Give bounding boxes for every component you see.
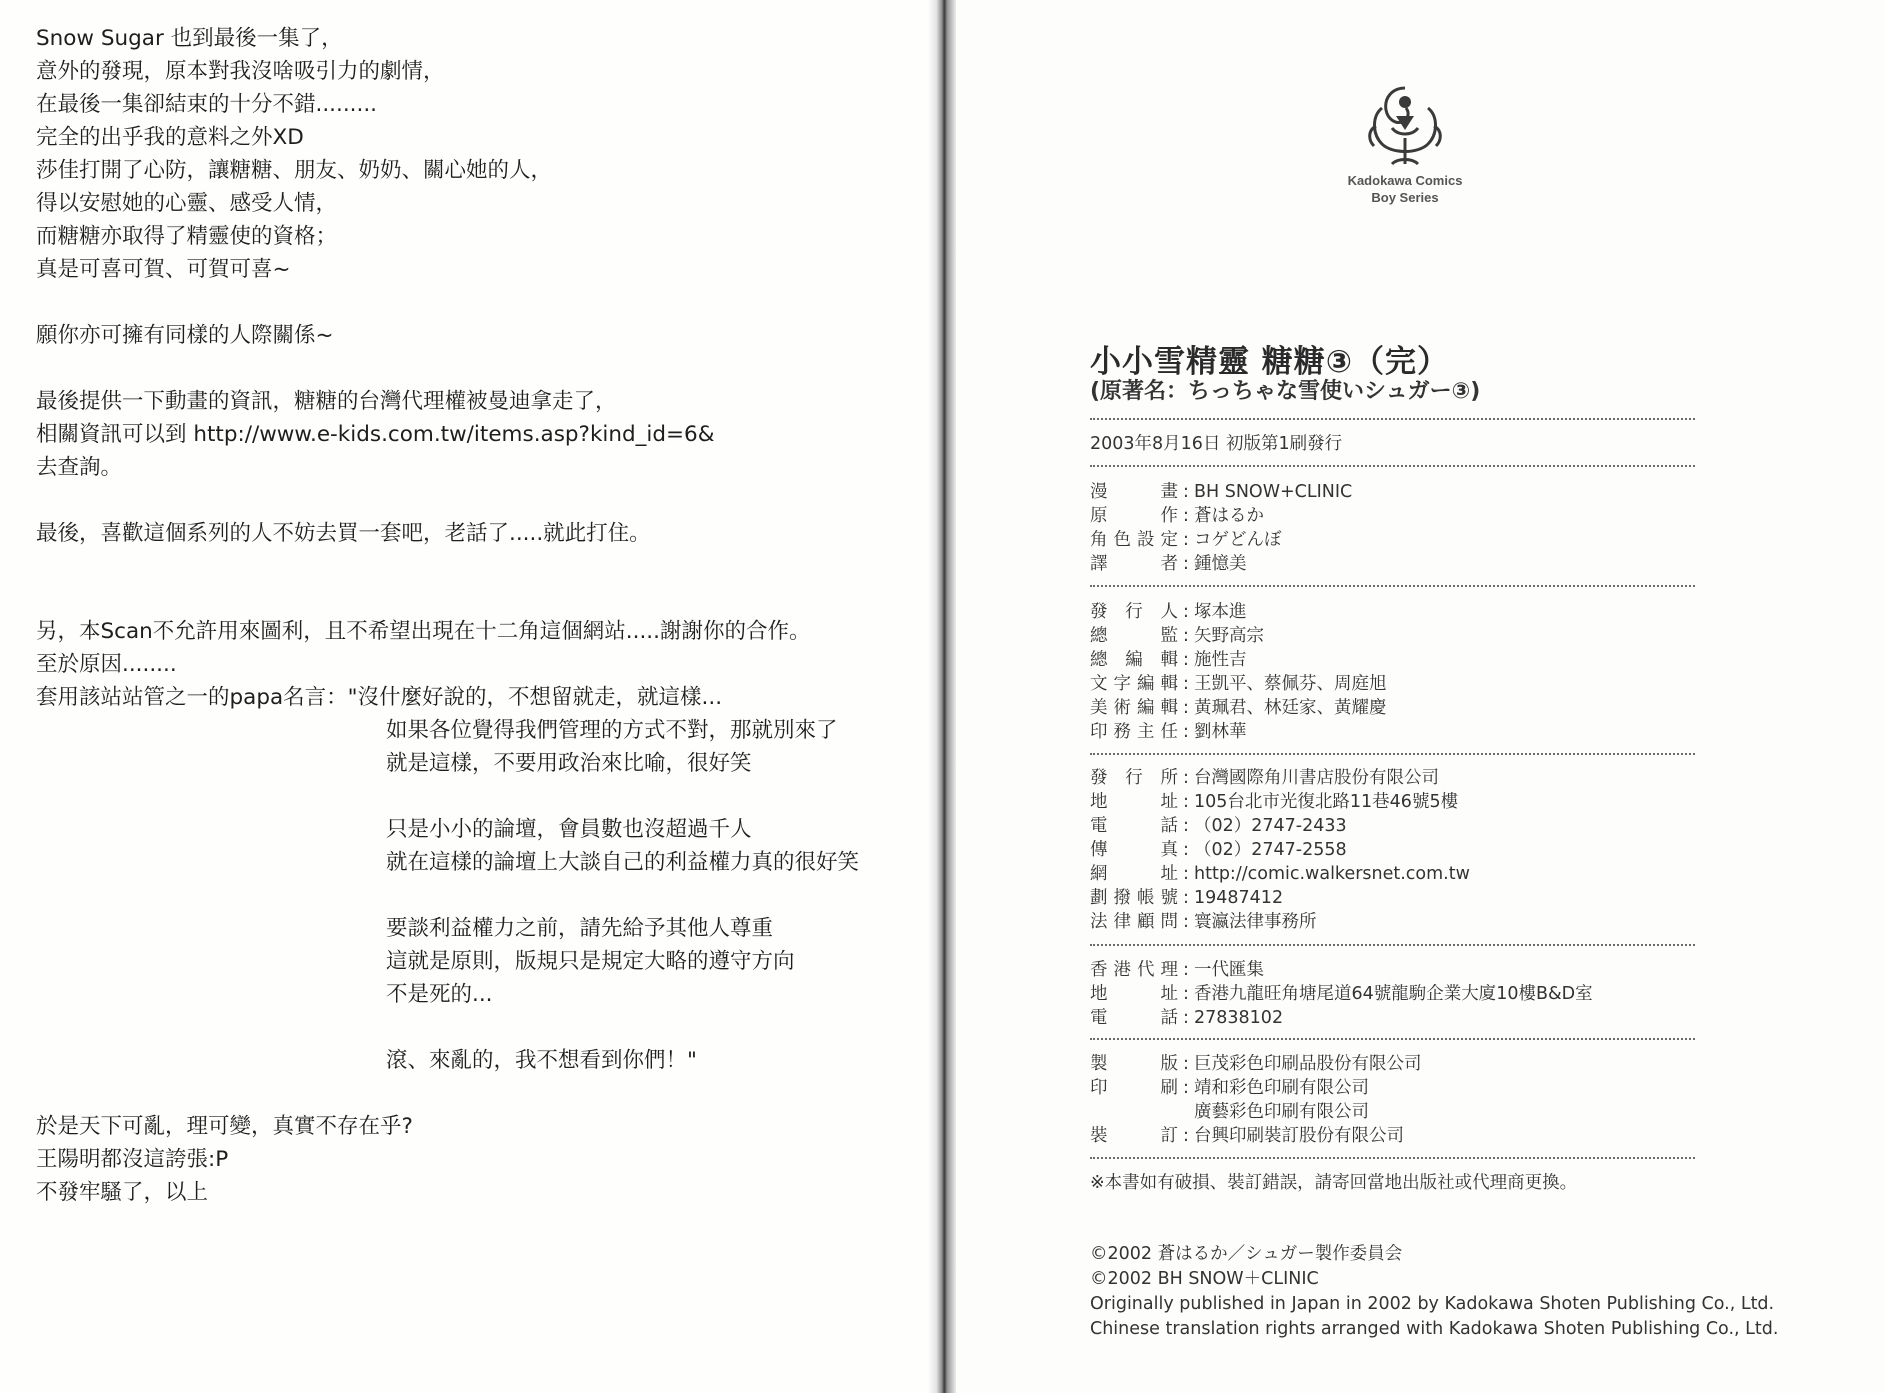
- printing-label: 裝訂: [1090, 1126, 1178, 1146]
- credit-label: 譯者: [1090, 554, 1178, 574]
- publisher-label: 劃撥帳號: [1090, 888, 1178, 908]
- publisher-label: 地址: [1090, 792, 1178, 812]
- printing-value: 靖和彩色印刷有限公司: [1194, 1078, 1369, 1098]
- phoenix-emblem-icon: [1362, 80, 1448, 172]
- left-page: [0, 0, 940, 1393]
- printing-label: 印刷: [1090, 1078, 1178, 1098]
- publisher-row: 傳真 : （02）2747-2558: [1090, 840, 1347, 860]
- text-line: 真是可喜可賀、可賀可喜~: [36, 257, 291, 282]
- logo-line-2: Boy Series: [1371, 190, 1439, 205]
- staff-row: 文字編輯 : 王凱平、蔡佩芬、周庭旭: [1090, 674, 1387, 694]
- text-line: 王陽明都沒這誇張:P: [36, 1147, 229, 1172]
- staff-row: 總監 : 矢野高宗: [1090, 626, 1264, 646]
- publisher-row: 地址 : 105台北市光復北路11巷46號5樓: [1090, 792, 1459, 812]
- credit-value: 鍾憶美: [1194, 554, 1247, 574]
- quote-line: 要談利益權力之前，請先給予其他人尊重: [386, 916, 774, 941]
- credit-value: 蒼はるか: [1194, 506, 1264, 526]
- staff-label: 發行人: [1090, 602, 1178, 622]
- text-line: 最後，喜歡這個系列的人不妨去買一套吧，老話了.....就此打住。: [36, 521, 651, 546]
- text-line: 願你亦可擁有同樣的人際關係~: [36, 323, 334, 348]
- text-line: 於是天下可亂，理可變，真實不存在乎?: [36, 1114, 413, 1139]
- text-line: 另，本Scan不允許用來圖利，且不希望出現在十二角這個網站.....謝謝你的合作。: [36, 619, 811, 644]
- credit-row: 角色設定 : コゲどんぼ: [1090, 530, 1282, 550]
- notice: ※本書如有破損、裝訂錯誤，請寄回當地出版社或代理商更換。: [1090, 1173, 1578, 1193]
- printing-row: 裝訂 : 台興印刷裝訂股份有限公司: [1090, 1126, 1404, 1146]
- staff-label: 總監: [1090, 626, 1178, 646]
- printing-value: 廣藝彩色印刷有限公司: [1194, 1102, 1369, 1122]
- publisher-row: 劃撥帳號 : 19487412: [1090, 888, 1284, 908]
- publisher-value: 寰瀛法律事務所: [1194, 912, 1317, 932]
- staff-row: 美術編輯 : 黃珮君、林廷家、黃耀慶: [1090, 698, 1387, 718]
- credit-value: コゲどんぼ: [1194, 530, 1282, 550]
- quote-line: 只是小小的論壇，會員數也沒超過千人: [386, 817, 752, 842]
- edition-line: 2003年8月16日 初版第1刷發行: [1090, 434, 1343, 454]
- text-line: 相關資訊可以到 http://www.e-kids.com.tw/items.asp?kind_id=6&: [36, 422, 715, 447]
- publisher-logo: [1330, 80, 1480, 210]
- hk-agent-row: 香港代理 : 一代匯集: [1090, 960, 1264, 980]
- quote-line: 不是死的...: [386, 982, 493, 1007]
- credit-label: 角色設定: [1090, 530, 1178, 550]
- staff-value: 黃珮君、林廷家、黃耀慶: [1194, 698, 1387, 718]
- credit-row: 原作 : 蒼はるか: [1090, 506, 1264, 526]
- copyright-line: Chinese translation rights arranged with Kadokawa Shoten Publishing Co., Ltd.: [1090, 1319, 1779, 1339]
- staff-row: 發行人 : 塚本進: [1090, 602, 1247, 622]
- credit-row: 譯者 : 鍾憶美: [1090, 554, 1247, 574]
- staff-label: 文字編輯: [1090, 674, 1178, 694]
- divider: [1090, 944, 1695, 946]
- divider: [1090, 585, 1695, 587]
- staff-label: 總編輯: [1090, 650, 1178, 670]
- divider: [1090, 1038, 1695, 1040]
- credit-label: 漫畫: [1090, 482, 1178, 502]
- quote-line: 如果各位覺得我們管理的方式不對，那就別來了: [386, 718, 838, 743]
- quote-line: 就是這樣，不要用政治來比喻，很好笑: [386, 751, 752, 776]
- hk-agent-value: 香港九龍旺角塘尾道64號龍駒企業大廈10樓B&D室: [1194, 984, 1593, 1004]
- book-title: 小小雪精靈 糖糖③（完）: [1090, 344, 1450, 380]
- hk-agent-value: 一代匯集: [1194, 960, 1264, 980]
- text-line: 在最後一集卻結束的十分不錯.........: [36, 92, 378, 117]
- text-line: 套用該站站管之一的papa名言："沒什麼好說的，不想留就走，就這樣...: [36, 685, 723, 710]
- staff-row: 印務主任 : 劉林華: [1090, 722, 1247, 742]
- hk-agent-label: 香港代理: [1090, 960, 1178, 980]
- publisher-row: 法律顧問 : 寰瀛法律事務所: [1090, 912, 1317, 932]
- publisher-row: 電話 : （02）2747-2433: [1090, 816, 1347, 836]
- credit-value: BH SNOW+CLINIC: [1194, 482, 1353, 502]
- publisher-value: （02）2747-2433: [1194, 816, 1347, 836]
- publisher-label: 法律顧問: [1090, 912, 1178, 932]
- logo-line-1: Kadokawa Comics: [1347, 173, 1463, 188]
- copyright-line: ©2002 蒼はるか／シュガー製作委員会: [1090, 1244, 1403, 1264]
- publisher-row: 發行所 : 台灣國際角川書店股份有限公司: [1090, 768, 1439, 788]
- divider: [1090, 753, 1695, 755]
- publisher-row: 網址 : http://comic.walkersnet.com.tw: [1090, 864, 1470, 884]
- staff-label: 美術編輯: [1090, 698, 1178, 718]
- text-line: Snow Sugar 也到最後一集了，: [36, 26, 343, 51]
- credit-row: 漫畫 : BH SNOW+CLINIC: [1090, 482, 1353, 502]
- text-line: 而糖糖亦取得了精靈使的資格；: [36, 224, 338, 249]
- book-gutter: [928, 0, 956, 1393]
- hk-agent-row: 電話 : 27838102: [1090, 1008, 1284, 1028]
- text-line: 莎佳打開了心防，讓糖糖、朋友、奶奶、關心她的人，: [36, 158, 553, 183]
- divider: [1090, 465, 1695, 467]
- publisher-value: 19487412: [1194, 888, 1284, 908]
- original-title: (原著名：ちっちゃな雪使いシュガー③): [1090, 379, 1481, 404]
- staff-value: 劉林華: [1194, 722, 1247, 742]
- publisher-label: 發行所: [1090, 768, 1178, 788]
- quote-line: 滾、來亂的，我不想看到你們！": [386, 1048, 697, 1073]
- hk-agent-label: 電話: [1090, 1008, 1178, 1028]
- staff-value: 矢野高宗: [1194, 626, 1264, 646]
- text-line: 意外的發現，原本對我沒啥吸引力的劇情，: [36, 59, 445, 84]
- staff-value: 塚本進: [1194, 602, 1247, 622]
- text-line: 最後提供一下動畫的資訊，糖糖的台灣代理權被曼迪拿走了，: [36, 389, 617, 414]
- copyright-line: Originally published in Japan in 2002 by Kadokawa Shoten Publishing Co., Ltd.: [1090, 1294, 1775, 1314]
- printing-row: 印刷 : 靖和彩色印刷有限公司: [1090, 1078, 1369, 1098]
- text-line: 去查詢。: [36, 455, 123, 480]
- publisher-value: （02）2747-2558: [1194, 840, 1347, 860]
- publisher-value: 台灣國際角川書店股份有限公司: [1194, 768, 1439, 788]
- text-line: 得以安慰她的心靈、感受人情，: [36, 191, 338, 216]
- credit-label: 原作: [1090, 506, 1178, 526]
- hk-agent-value: 27838102: [1194, 1008, 1284, 1028]
- printing-label: 製版: [1090, 1054, 1178, 1074]
- text-line: 完全的出乎我的意料之外XD: [36, 125, 304, 150]
- quote-line: 這就是原則，版規只是規定大略的遵守方向: [386, 949, 795, 974]
- publisher-label: 電話: [1090, 816, 1178, 836]
- text-line: 至於原因........: [36, 652, 177, 677]
- printing-value: 巨茂彩色印刷品股份有限公司: [1194, 1054, 1422, 1074]
- hk-agent-row: 地址 : 香港九龍旺角塘尾道64號龍駒企業大廈10樓B&D室: [1090, 984, 1593, 1004]
- publisher-value: 105台北市光復北路11巷46號5樓: [1194, 792, 1459, 812]
- copyright-line: ©2002 BH SNOW＋CLINIC: [1090, 1269, 1319, 1289]
- quote-line: 就在這樣的論壇上大談自己的利益權力真的很好笑: [386, 850, 860, 875]
- text-line: 不發牢騷了，以上: [36, 1180, 209, 1205]
- publisher-label: 網址: [1090, 864, 1178, 884]
- staff-value: 施性吉: [1194, 650, 1247, 670]
- printing-row: [1090, 1100, 1369, 1124]
- staff-label: 印務主任: [1090, 722, 1178, 742]
- hk-agent-label: 地址: [1090, 984, 1178, 1004]
- divider: [1090, 1157, 1695, 1159]
- publisher-label: 傳真: [1090, 840, 1178, 860]
- printing-value: 台興印刷裝訂股份有限公司: [1194, 1126, 1404, 1146]
- divider: [1090, 418, 1695, 420]
- printing-row: 製版 : 巨茂彩色印刷品股份有限公司: [1090, 1054, 1422, 1074]
- publisher-value: http://comic.walkersnet.com.tw: [1194, 864, 1470, 884]
- staff-value: 王凱平、蔡佩芬、周庭旭: [1194, 674, 1387, 694]
- staff-row: 總編輯 : 施性吉: [1090, 650, 1247, 670]
